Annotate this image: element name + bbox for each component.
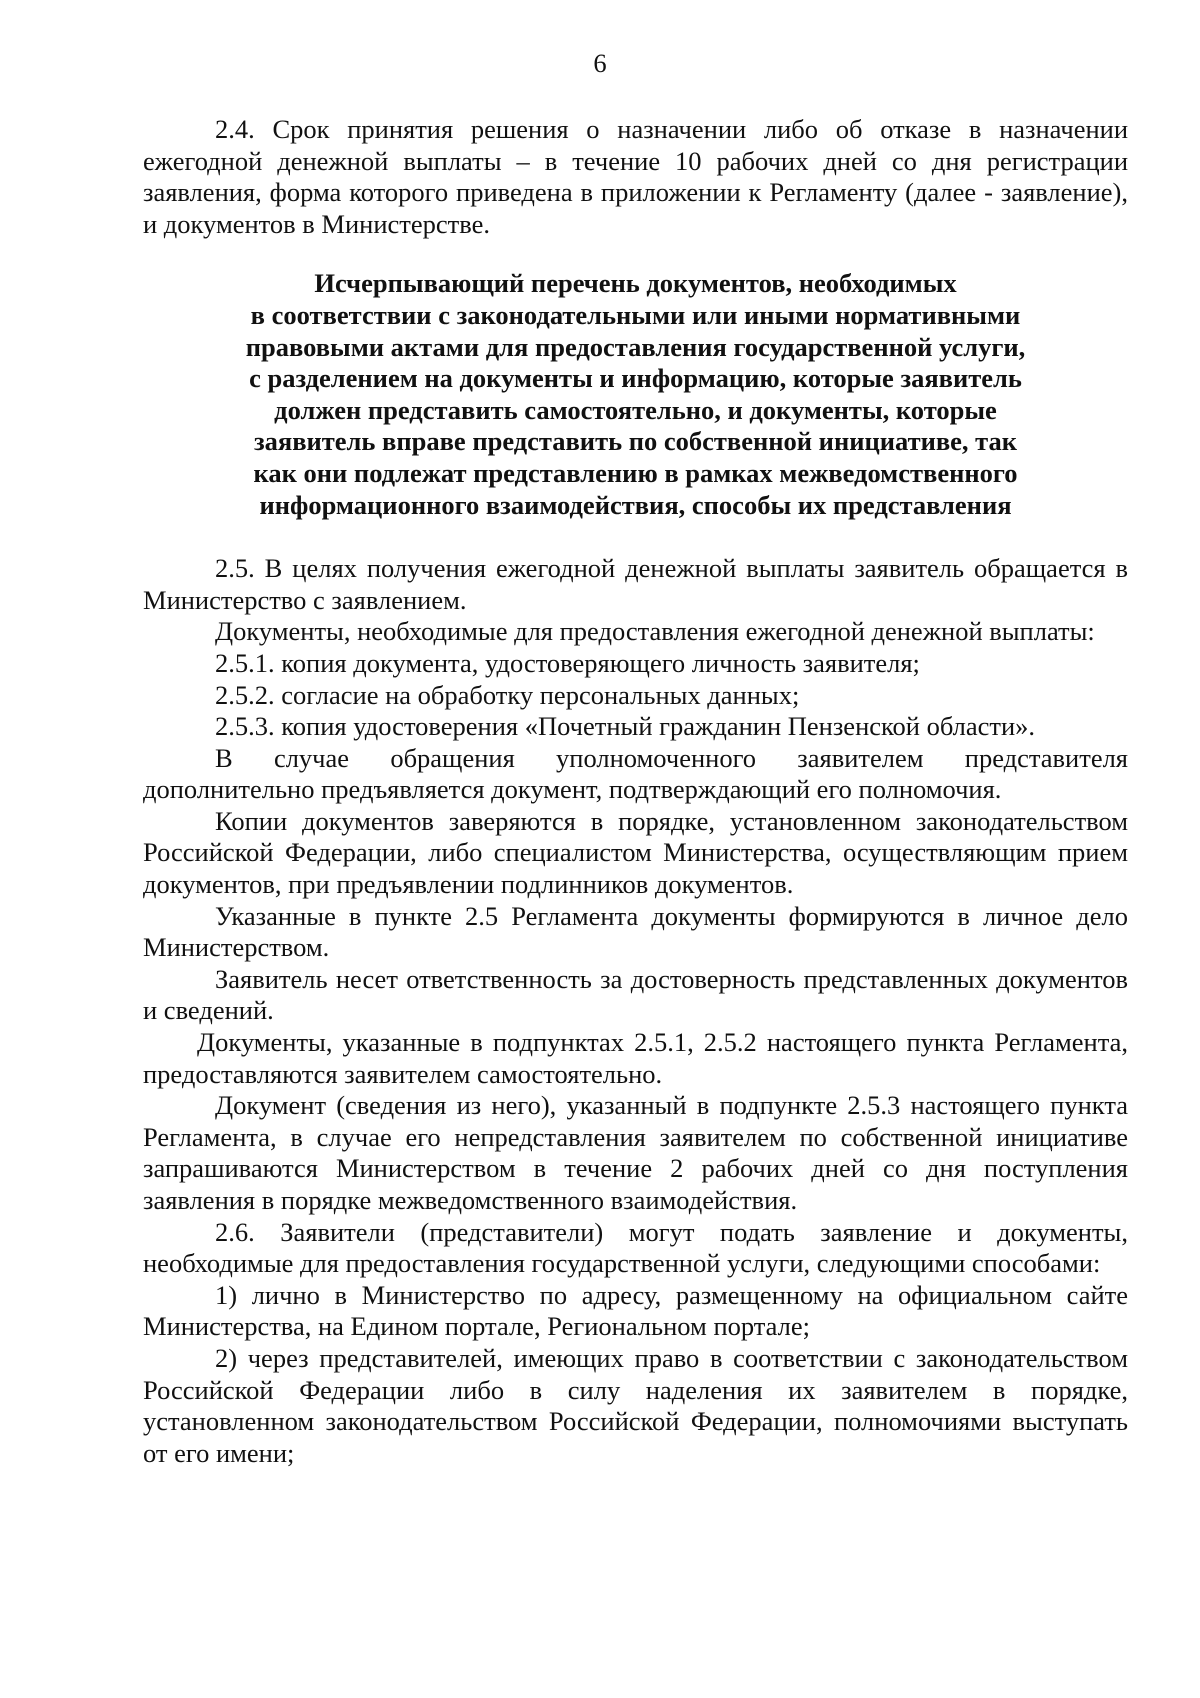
heading-line: в соответствии с законодательными или иными нормативными bbox=[250, 299, 1021, 330]
method-item-1: 1) лично в Министерство по адресу, размещенному на официальном сайте Министерства, на Едином портале, Региональном портале; bbox=[143, 1279, 1128, 1342]
heading-line: информационного взаимодействия, способы их представления bbox=[259, 489, 1012, 520]
heading-line: правовыми актами для предоставления государственной услуги, bbox=[245, 331, 1026, 362]
documents-list-intro: Документы, необходимые для предоставления ежегодной денежной выплаты: bbox=[215, 616, 1095, 647]
responsibility-paragraph: Заявитель несет ответственность за достоверность представленных документов и сведений. bbox=[143, 963, 1128, 1026]
heading-line: заявитель вправе представить по собственной инициативе, так bbox=[253, 426, 1018, 457]
list-item-2-5-3: 2.5.3. копия удостоверения «Почетный гражданин Пензенской области». bbox=[215, 711, 1036, 742]
method-item-2: 2) через представителей, имеющих право в соответствии с законодательством Российской Федерации либо в силу наделения их заявителем в порядке, установленном законодательством Российской Федерации, полномочиями выступать от его имени; bbox=[143, 1342, 1128, 1468]
paragraph-2-5: 2.5. В целях получения ежегодной денежной выплаты заявитель обращается в Министерство с заявлением. bbox=[143, 553, 1128, 615]
copies-paragraph: Копии документов заверяются в порядке, установленном законодательством Российской Федерации, либо специалистом Министерства, осуществляющим прием документов, при предъявлении подлинников документов. bbox=[143, 805, 1128, 900]
list-item-2-5-2: 2.5.2. согласие на обработку персональных данных; bbox=[215, 679, 800, 710]
heading-line: Исчерпывающий перечень документов, необходимых bbox=[314, 268, 957, 299]
heading-line: должен представить самостоятельно, и документы, которые bbox=[274, 394, 997, 425]
interagency-request-paragraph: Документ (сведения из него), указанный в подпункте 2.5.3 настоящего пункта Регламента, в случае его непредставления заявителем по собственной инициативе запрашиваются Министерством в течение 2 рабочих дней со дня поступления заявления в порядке межведомственного взаимодействия. bbox=[143, 1090, 1128, 1215]
representative-paragraph: В случае обращения уполномоченного заявителем представителя дополнительно предъявляется документ, подтверждающий его полномочия. bbox=[143, 742, 1128, 805]
paragraph-2-6: 2.6. Заявители (представители) могут подать заявление и документы, необходимые для предоставления государственной услуги, следующими способами: bbox=[143, 1216, 1128, 1279]
heading-line: с разделением на документы и информацию, которые заявитель bbox=[249, 363, 1022, 394]
self-submitted-paragraph: Документы, указанные в подпунктах 2.5.1, 2.5.2 настоящего пункта Регламента, предоставляются заявителем самостоятельно. bbox=[143, 1027, 1128, 1089]
document-body bbox=[143, 114, 1128, 1469]
page-number: 6 bbox=[593, 48, 607, 78]
list-item-2-5-1: 2.5.1. копия документа, удостоверяющего личность заявителя; bbox=[215, 647, 920, 678]
section-heading bbox=[143, 268, 1128, 521]
paragraph-2-4: 2.4. Срок принятия решения о назначении либо об отказе в назначении ежегодной денежной выплаты – в течение 10 рабочих дней со дня регистрации заявления, форма которого приведена в приложении к Регламенту (далее - заявление), и документов в Министерстве. bbox=[143, 114, 1128, 239]
heading-line: как они подлежат представлению в рамках межведомственного bbox=[253, 457, 1018, 488]
personal-file-paragraph: Указанные в пункте 2.5 Регламента документы формируются в личное дело Министерством. bbox=[143, 900, 1128, 963]
